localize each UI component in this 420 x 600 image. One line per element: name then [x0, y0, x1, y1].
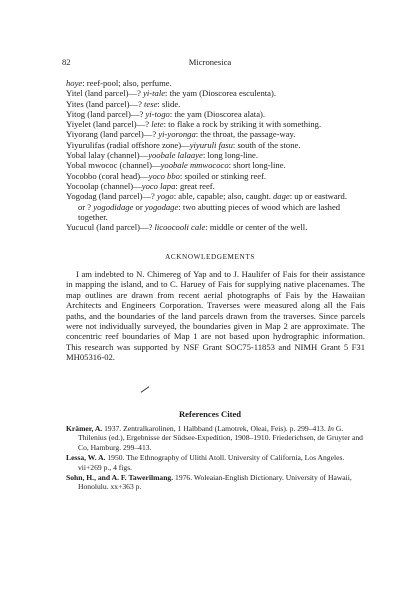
entry-etymon: tese	[144, 98, 158, 109]
entry-gloss: : able, capable; also, caught.	[173, 191, 273, 202]
entry-gloss: : to flake a rock by striking it with something.	[163, 119, 322, 130]
entry-term: Yitel (land parcel)—?	[66, 88, 144, 99]
reference-text: The Ethnography of Ulithi Atoll. University of California, Los Angeles. vii+269 p., 4 figs.	[78, 453, 345, 472]
entry-term: Yucucul (land parcel)—?	[66, 222, 155, 233]
entry-etymon: yoobale mmwococo	[160, 160, 229, 171]
entry-term: Yiyurulifas (radial offshore zone)—	[66, 139, 190, 150]
glossary-entry	[66, 222, 366, 232]
entry-gloss: : great reef.	[175, 180, 215, 191]
reference-text: Zentralkarolinen, 1 Halbband (Lamotrek, Oleai, Feis). p. 299–413.	[121, 424, 328, 433]
glossary-entry	[66, 140, 366, 150]
entry-etymon: dage	[273, 191, 290, 202]
reference-italic: In	[327, 424, 334, 433]
entry-etymon: yoco bbo	[148, 170, 180, 181]
references-list	[66, 424, 366, 493]
glossary-entries	[66, 78, 366, 232]
glossary-entry	[66, 88, 366, 98]
entry-etymon: hoye	[66, 78, 83, 88]
glossary-entry	[66, 181, 366, 191]
glossary-entry	[66, 202, 366, 212]
pen-mark	[141, 386, 150, 393]
glossary-entry	[66, 212, 366, 222]
entry-gloss: : up or eastward.	[289, 191, 347, 202]
entry-gloss: : the throat, the passage-way.	[195, 129, 296, 140]
entry-gloss: : spoiled or stinking reef.	[179, 170, 267, 181]
glossary-entry	[66, 160, 366, 170]
reference-author: Lessa, W. A.	[66, 453, 106, 463]
entry-etymon: yogodidage	[93, 201, 134, 212]
entry-gloss: : long long-line.	[202, 150, 258, 161]
glossary-entry	[66, 191, 366, 201]
glossary-entry	[66, 119, 366, 129]
entry-gloss: : two abutting pieces of wood which are lashed	[178, 201, 341, 212]
entry-term: Yitog (land parcel)—?	[66, 108, 146, 119]
entry-etymon: yoobale lalaaye	[148, 150, 203, 161]
entry-term: Yobal mwococ (channel)—	[66, 160, 161, 171]
entry-etymon: yoco lapa	[141, 180, 176, 191]
entry-etymon: licoocooli cale	[154, 222, 206, 233]
entry-term: Yites (land parcel)—?	[66, 98, 145, 109]
entry-etymon: yi-yoronga	[158, 129, 196, 140]
glossary-entry	[66, 99, 366, 109]
reference-author: Sohn, H., and A. F. Tawerilmang.	[66, 473, 174, 483]
entry-gloss: : slide.	[157, 98, 181, 109]
entry-gloss: : south of the stone.	[232, 139, 301, 150]
entry-gloss: or	[133, 201, 145, 212]
reference-item	[66, 453, 366, 472]
entry-etymon: yiyuruli fasu	[189, 139, 233, 150]
entry-term: together.	[78, 211, 108, 222]
page-number: 82	[62, 57, 71, 67]
glossary-entry	[66, 78, 366, 88]
reference-item	[66, 424, 366, 452]
reference-year: 1950.	[107, 453, 125, 463]
reference-year: 1976.	[175, 473, 193, 483]
entry-gloss: : short long-line.	[228, 160, 286, 171]
reference-year: 1937.	[104, 424, 122, 433]
acknowledgements-text: I am indebted to N. Chimereg of Yap and to J. Haulifer of Fais for their assistance in mapping the island, and to C. Haruey of Fais for supplying native placenames. The map outlines are drawn from recent aerial photographs of Fais by the Hawaiian Architects and Engineers Corporation. Traverses were measured along all the Fais paths, and the boundaries of the land parcels drawn from the traverses. Since parcels were not individually surveyed, the boundaries given in Map 2 are approximate. The concentric reef boundaries of Map 1 are not based upon hydrographic information. This research was supported by NSF Grant SOC75-11853 and NIMH Grant 5 F31 MH05316-02.	[66, 269, 365, 363]
entry-term: Yocoolap (channel)—	[66, 180, 142, 191]
glossary-entry	[66, 150, 366, 160]
entry-term: Yobal lalay (channel)—	[66, 150, 149, 161]
entry-gloss: : the yam (Dioscorea esculenta).	[165, 88, 276, 99]
reference-item	[66, 473, 366, 492]
entry-etymon: lete	[151, 119, 164, 130]
entry-gloss: : middle or center of the well.	[205, 222, 308, 233]
reference-text: Woleaian-English Dictionary. University of Hawaii, Honolulu. xx+363 p.	[78, 473, 352, 492]
entry-etymon: yogo	[157, 191, 174, 202]
entry-term: or ?	[78, 201, 94, 212]
entry-gloss: : the yam (Dioscorea alata).	[169, 108, 266, 119]
reference-author: Krämer, A.	[66, 424, 103, 433]
glossary-entry	[66, 129, 366, 139]
entry-etymon: yogodage	[144, 201, 179, 212]
references-title: References Cited	[178, 409, 242, 419]
acknowledgements-heading: ACKNOWLEDGEMENTS	[165, 253, 255, 261]
reference-text: G. Thilenius (ed.), Ergebnisse der Südsee-Expedition, 1908–1910. Friederichsen, de Gruyter and Co, Hamburg. 299–413.	[78, 424, 363, 452]
entry-etymon: yi-tale	[143, 88, 166, 99]
entry-etymon: yi-togo	[145, 108, 170, 119]
entry-gloss: : reef-pool; also, perfume.	[82, 78, 172, 88]
entry-term: Yiyorang (land parcel)—?	[66, 129, 159, 140]
entry-term: Yogodag (land parcel)—?	[66, 191, 158, 202]
entry-term: Yocobbo (coral head)—	[66, 170, 149, 181]
journal-title: Micronesica	[188, 57, 232, 67]
entry-term: Yiyelet (land parcel)—?	[66, 119, 152, 130]
glossary-entry	[66, 171, 366, 181]
glossary-entry	[66, 109, 366, 119]
